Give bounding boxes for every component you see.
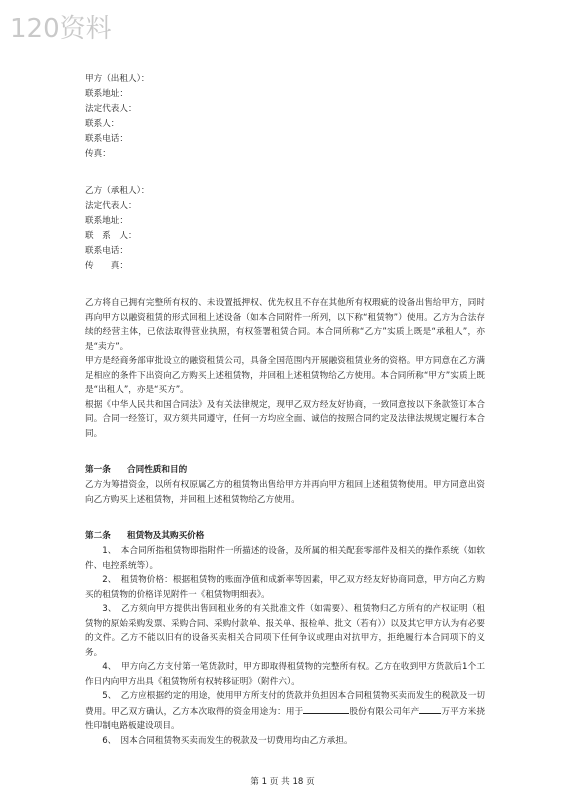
party-a-address: 联系地址：: [85, 89, 128, 99]
party-a-fax: 传真：: [85, 149, 111, 159]
item-5-text: 万平方米挠性印制电路板建设项目。: [85, 706, 485, 731]
company-name-blank: [303, 704, 349, 714]
party-b-address: 联系地址：: [85, 216, 128, 226]
item-5-text: 股份有限公司年产: [349, 706, 420, 717]
page-footer: 第 1 页 共 18 页: [250, 777, 315, 787]
article-1-heading: [85, 463, 485, 478]
party-b-title: 乙方（承租人）：: [85, 186, 150, 196]
watermark-logo: 120资料: [10, 14, 112, 44]
party-b-legal-rep: 法定代表人：: [85, 201, 137, 211]
party-a-phone: 联系电话：: [85, 134, 128, 144]
item-5-text: 5、 乙方应根据约定的用途，使用甲方所支付的货款并负担因本合同租赁物买卖而发生的税款及一切费用。甲乙双方确认，乙方本次取得的资金用途为：用于: [85, 691, 485, 717]
contract-page: [85, 72, 485, 748]
party-b-fax: 传 真：: [85, 261, 128, 271]
article-2-title: 租赁物及其购买价格: [127, 531, 205, 541]
party-a-title: 甲方（出租人）：: [85, 74, 150, 84]
article-2-item: 3、 乙方须向甲方提供出售回租业务的有关批准文件（如需要）、租赁物归乙方所有的产权证明（租赁物的原始采购发票、采购合同、采购付款单、报关单、报检单、批文（若有））以及其它甲方认为有必要的文件。乙方不能以旧有的设备买卖相关合同项下任何争议或理由对抗甲方，拒绝履行本合同项下的义务。: [85, 604, 485, 658]
article-1-number: 第一条: [85, 465, 111, 475]
preamble-paragraph: 根据《中华人民共和国合同法》及有关法律规定，现甲乙双方经友好协商，一致同意按以下条款签订本合同。合同一经签订，双方须共同遵守，任何一方均应全面、诚信的按照合同约定及法律法规规定履行本合同。: [85, 399, 485, 439]
article-2-item: 2、 租赁物价格：根据租赁物的账面净值和成新率等因素，甲乙双方经友好协商同意，甲方向乙方购买的租赁物的价格详见附件一《租赁物明细表》。: [85, 575, 485, 600]
party-b-contact: 联 系 人：: [85, 231, 137, 241]
party-a-contact: 联系人：: [85, 119, 120, 129]
preamble-paragraph: 乙方将自己拥有完整所有权的、未设置抵押权、优先权且不存在其他所有权瑕疵的设备出售给甲方，同时再向甲方以融资租赁的形式回租上述设备（如本合同附件一所列，以下称“租赁物”）使用。乙方为合法存续的经营主体，已依法取得营业执照，有权签署租赁合同。本合同所称“乙方”实质上既是“承租人”，亦是“卖方”。: [85, 298, 485, 352]
article-1-title: 合同性质和目的: [127, 465, 188, 475]
article-2-item: 6、 因本合同租赁物买卖而发生的税款及一切费用均由乙方承担。: [102, 735, 353, 746]
article-1-body: 乙方为筹措资金，以所有权原属乙方的租赁物出售给甲方并再向甲方租回上述租赁物使用。甲方同意出资向乙方购买上述租赁物，并回租上述租赁物给乙方使用。: [85, 480, 485, 505]
party-a-legal-rep: 法定代表人：: [85, 104, 137, 114]
capacity-blank: [419, 704, 441, 714]
party-b-phone: 联系电话：: [85, 246, 128, 256]
article-2-item: 4、 甲方向乙方支付第一笔货款时，甲方即取得租赁物的完整所有权。乙方在收到甲方货款后1个工作日内向甲方出具《租赁物所有权转移证明》（附件六）。: [85, 662, 485, 687]
article-2-item-5: [85, 689, 485, 734]
article-2-number: 第二条: [85, 531, 111, 541]
preamble-paragraph: 甲方是经商务部审批设立的融资租赁公司，具备全国范围内开展融资租赁业务的资格。甲方同意在乙方满足相应的条件下出资向乙方购买上述租赁物，并回租上述租赁物给乙方使用。本合同所称“甲方”实质上既是“出租人”，亦是“买方”。: [85, 356, 485, 395]
article-2-heading: [85, 529, 485, 544]
article-2-item: 1、 本合同所指租赁物即指附件一所描述的设备，及所属的相关配套零部件及相关的操作系统（如软件、电控系统等）。: [85, 546, 485, 571]
